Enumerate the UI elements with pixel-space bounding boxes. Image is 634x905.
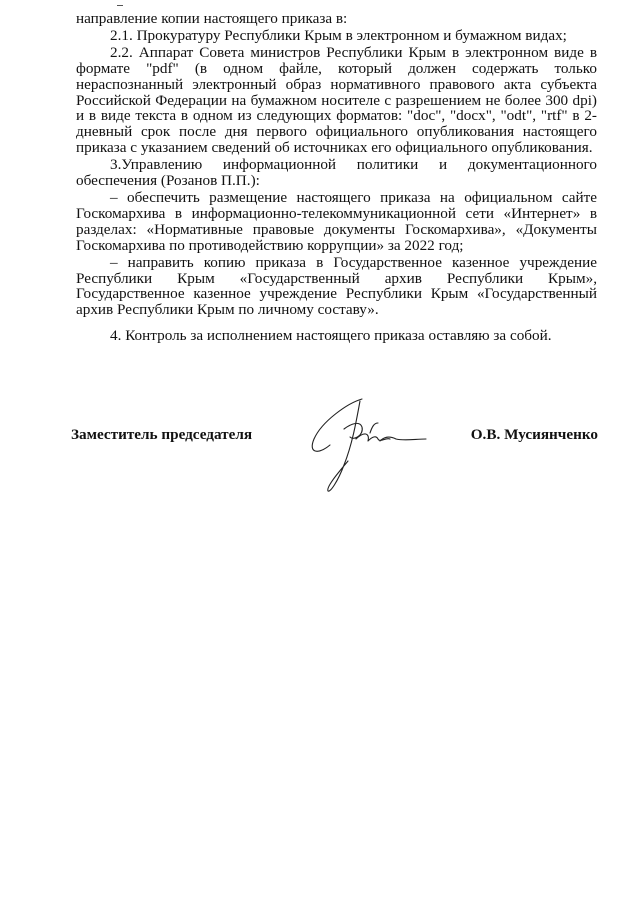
- item-2-1: 2.1. Прокуратуру Республики Крым в электронном и бумажном видах;: [110, 26, 567, 44]
- order-text: [76, 11, 597, 344]
- scan-speck: [117, 5, 123, 6]
- handwritten-signature: [300, 393, 440, 503]
- item-3-bullet-website: – обеспечить размещение настоящего приказа на официальном сайте Госкомархива в информационно-телекоммуникационной сети «Интернет» в разделах: «Нормативные правовые документы Госкомархива», «Документы Госкомархива по противодействию коррупции» за 2022 год;: [76, 188, 597, 254]
- item-3: 3.Управлению информационной политики и документационного обеспечения (Розанов П.П.):: [76, 156, 597, 190]
- signatory-position: Заместитель председателя: [71, 426, 253, 443]
- item-4: 4. Контроль за исполнением настоящего приказа оставляю за собой.: [110, 327, 552, 345]
- intro-line: направление копии настоящего приказа в:: [76, 10, 348, 27]
- signatory-name: О.В. Мусиянченко: [470, 426, 598, 443]
- item-3-bullet-archive: – направить копию приказа в Государственное казенное учреждение Республики Крым «Государственный архив Республики Крым», Государственное казенное учреждение Республики Крым «Государственный архив Республики Крым по личному составу».: [76, 253, 597, 319]
- item-2-2: 2.2. Аппарат Совета министров Республики Крым в электронном виде в формате "pdf" (в одном файле, который должен содержать только нераспознанный электронный образ нормативного правового акта субъекта Российской Федерации на бумажном носителе с разрешением не более 300 dpi) и в виде текста в одном из следующих форматов: "doc", "docx", "odt", "rtf" в 2-дневный срок после дня первого официального опубликования настоящего приказа с указанием сведений об источниках его официального опубликования.: [76, 43, 597, 157]
